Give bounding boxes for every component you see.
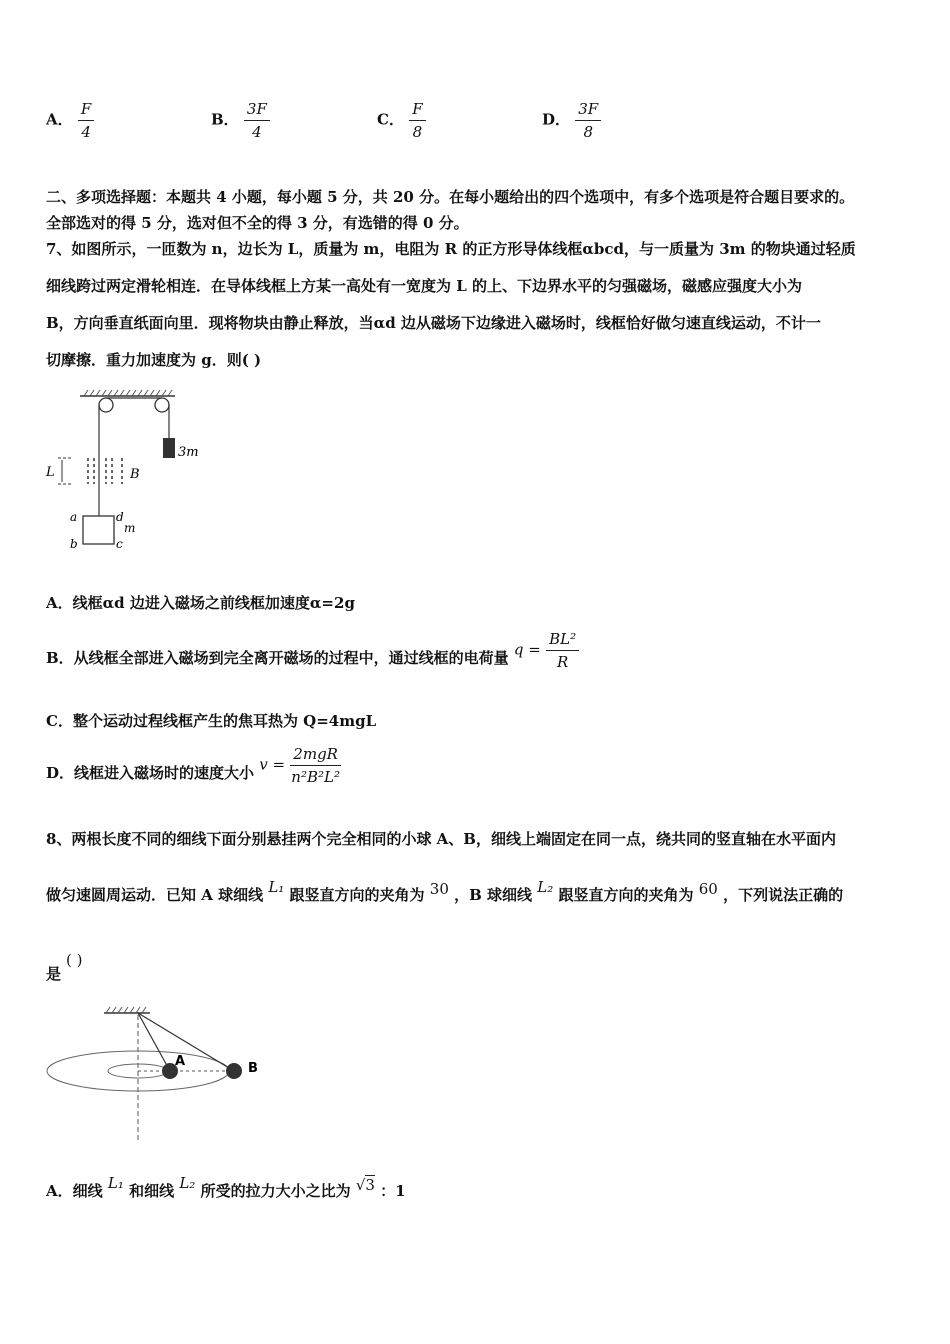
q8-conical-pendulum-figure (42, 1005, 272, 1145)
sqrt-expression: √3 (355, 1176, 375, 1194)
q7-option-a: A．线框αd 边进入磁场之前线框加速度α=2g (46, 594, 355, 612)
svg-text:c: c (116, 537, 123, 551)
svg-text:d: d (116, 510, 124, 524)
q8-line1: 8、两根长度不同的细线下面分别悬挂两个完全相同的小球 A、B，细线上端固定在同一点，绕共同的竖直轴在水平面内 (46, 830, 836, 848)
q6-option-b: B． $\frac{3F}{4}$ (211, 100, 270, 141)
q8-line3: 是 (46, 965, 62, 983)
q7-line3: B，方向垂直纸面向里．现将物块由静止释放，当αd 边从磁场下边缘进入磁场时，线框恰好做匀速直线运动，不计一 (46, 314, 821, 332)
right-pulley (155, 398, 169, 412)
q7-line1: 7、如图所示，一匝数为 n，边长为 L，质量为 m，电阻为 R 的正方形导体线框αbcd，与一质量为 3m 的物块通过轻质 (46, 240, 856, 258)
svg-text:b: b (70, 537, 78, 551)
square-coil (83, 516, 114, 544)
string-l2 (138, 1013, 234, 1071)
q6-option-b-fraction: $\frac{3F}{4}$ (244, 100, 270, 141)
q7-option-b-fraction: $\frac{\text{BL²}}{R}$ (546, 630, 579, 671)
q7-option-c: C．整个运动过程线框产生的焦耳热为 Q=4mgL (46, 712, 377, 730)
q7-option-d-fraction: $\frac{\text{2mgR}}{\text{n²B²L²}}$ (291, 745, 340, 786)
svg-text:3m: 3m (178, 445, 199, 460)
svg-text:a: a (70, 510, 78, 524)
q8-answer-paren: ( ) (66, 951, 83, 969)
svg-text:B: B (130, 467, 140, 482)
q7-line2: 细线跨过两定滑轮相连．在导体线框上方某一高处有一宽度为 L 的上、下边界水平的匀强磁场，磁感应强度大小为 (46, 277, 802, 295)
svg-text:L: L (46, 465, 55, 480)
q6-option-c-fraction: $\frac{F}{8}$ (409, 100, 425, 141)
q7-line4: 切摩擦．重力加速度为 g．则( ) (46, 351, 262, 369)
svg-text:B: B (248, 1061, 258, 1076)
block-3m (163, 438, 175, 458)
section2-line1: 二、多项选择题：本题共 4 小题，每小题 5 分，共 20 分。在每小题给出的四个选项中，有多个选项是符合题目要求的。 (46, 188, 855, 206)
q7-option-b: B．从线框全部进入磁场到完全离开磁场的过程中，通过线框的电荷量 q = $\frac{\text{BL²}}{R}$ (46, 630, 579, 671)
q8-line2: 做匀速圆周运动．已知 A 球细线 L₁ 跟竖直方向的夹角为 30 ，B 球细线 L₂ 跟竖直方向的夹角为 60 ，下列说法正确的 (46, 878, 844, 904)
left-pulley (99, 398, 113, 412)
q7-option-d: D．线框进入磁场时的速度大小 v = $\frac{\text{2mgR}}{\text{n²B²L²}}$ (46, 745, 340, 786)
section2-line2: 全部选对的得 5 分，选对但不全的得 3 分，有选错的得 0 分。 (46, 214, 469, 232)
q6-option-d: D． $\frac{3F}{8}$ (542, 100, 601, 141)
string-l1 (138, 1013, 170, 1071)
q6-option-c: C． $\frac{F}{8}$ (377, 100, 426, 141)
q6-option-d-fraction: $\frac{3F}{8}$ (575, 100, 601, 141)
q8-option-a: A．细线 L₁ 和细线 L₂ 所受的拉力大小之比为 √3 ：1 (46, 1174, 406, 1200)
q6-option-a: A． $\frac{F}{4}$ (46, 100, 94, 141)
svg-text:A: A (175, 1054, 186, 1069)
svg-text:m: m (124, 521, 136, 535)
ball-b (226, 1063, 242, 1079)
q6-option-a-fraction: $\frac{F}{4}$ (78, 100, 94, 141)
q7-pulley-figure (40, 388, 210, 558)
